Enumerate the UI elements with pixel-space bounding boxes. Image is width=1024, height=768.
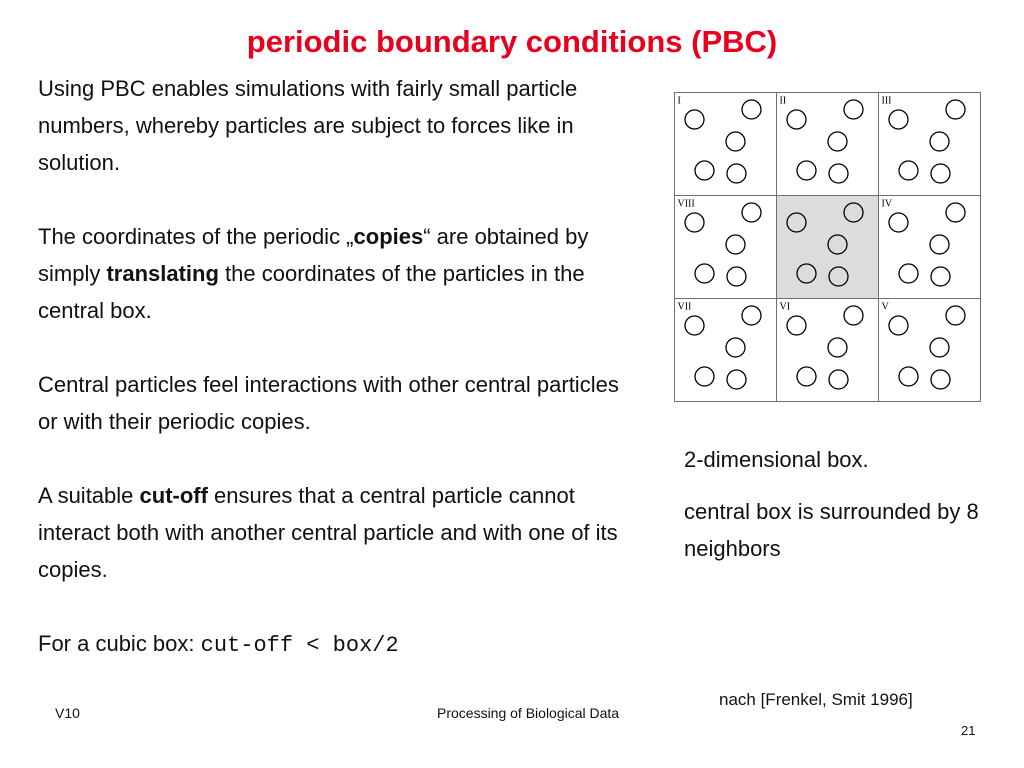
cutoff-paragraph (38, 477, 638, 588)
copies-bold: copies (353, 224, 424, 249)
cubic-box-line (38, 625, 638, 664)
copies-text-pre: The coordinates of the periodic „ (38, 224, 354, 249)
footer-version: V10 (55, 705, 80, 721)
cell-label: III (881, 95, 892, 107)
citation: nach [Frenkel, Smit 1996] (719, 690, 913, 709)
copies-paragraph (38, 218, 638, 329)
copies-text-mid: “ are obtained by simply (38, 224, 589, 286)
slide-title: periodic boundary conditions (PBC) (246, 24, 778, 59)
cell-label: VIII (677, 198, 695, 210)
translating-bold: translating (106, 261, 219, 286)
copies-text-post: the coordinates of the particles in the central box. (38, 261, 585, 323)
cutoff-text-pre: A suitable (38, 483, 140, 508)
interactions-paragraph: Central particles feel interactions with other central particles or with their periodic copies. (38, 372, 619, 434)
figure-caption: 2-dimensional box. (684, 447, 869, 472)
cubic-label: For a cubic box: (38, 631, 201, 656)
cell-label: VII (677, 301, 692, 313)
footer-course: Processing of Biological Data (437, 705, 620, 721)
cell-label: I (677, 95, 681, 107)
intro-paragraph: Using PBC enables simulations with fairly small particle numbers, whereby particles are subject to forces like in solution. (38, 76, 578, 175)
figure-note: central box is surrounded by 8 neighbors (684, 499, 979, 561)
main-text (38, 70, 638, 701)
cutoff-text-post: ensures that a central particle cannot interact both with another central particle and with one of its copies. (38, 483, 618, 582)
cell-label: IV (881, 198, 893, 210)
cutoff-formula: cut-off < box/2 (200, 633, 399, 658)
cell-label: II (779, 95, 787, 107)
pbc-grid (673, 91, 983, 403)
cutoff-bold: cut-off (139, 483, 208, 508)
pbc-figure (673, 91, 983, 408)
page-number: 21 (961, 723, 976, 738)
cell-label: VI (779, 301, 791, 313)
cell-label: V (881, 301, 889, 313)
